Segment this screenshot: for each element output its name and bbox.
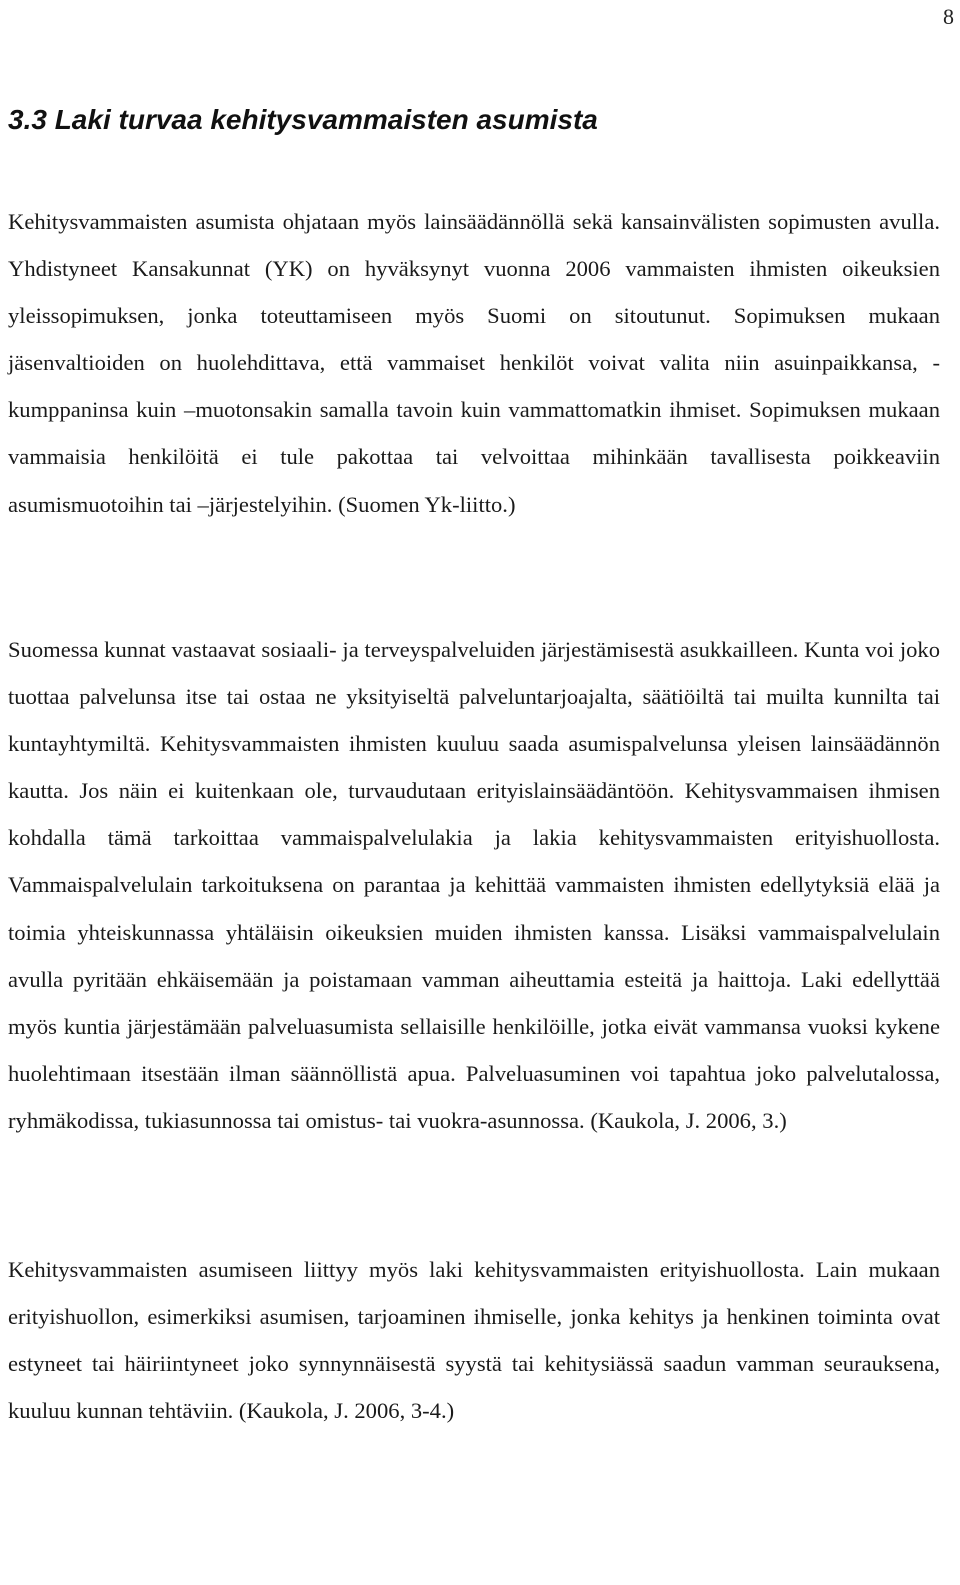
paragraph-international-agreements — [8, 198, 940, 528]
paragraph-special-care-law — [8, 1246, 940, 1434]
paragraph-text: Kehitysvammaisten asumiseen liittyy myös laki kehitysvammaisten erityishuollosta. Lain mukaan erityishuollon, esimerkiksi asumisen, tarjoaminen ihmiselle, jonka kehitys ja henkinen toiminta ovat estyneet tai häiriintyneet joko synnynnäisestä syystä tai kehitysiässä saadun vamman seurauksena, kuuluu kunnan tehtäviin. (Kaukola, J. 2006, 3-4.) — [8, 1257, 940, 1424]
page-number: 8 — [943, 4, 954, 29]
section-heading: 3.3 Laki turvaa kehitysvammaisten asumista — [8, 104, 598, 135]
paragraph-text: Kehitysvammaisten asumista ohjataan myös lainsäädännöllä sekä kansainvälisten sopimusten avulla. Yhdistyneet Kansakunnat (YK) on hyväksynyt vuonna 2006 vammaisten ihmisten oikeuksien yleissopimuksen, jonka toteuttamiseen myös Suomi on sitoutunut. Sopimuksen mukaan jäsenvaltioiden on huolehdittava, että vammaiset henkilöt voivat valita niin asuinpaikkansa, -kumppaninsa kuin –muotonsakin samalla tavoin kuin vammattomatkin ihmiset. Sopimuksen mukaan vammaisia henkilöitä ei tule pakottaa tai velvoittaa mihinkään tavallisesta poikkeaviin asumismuotoihin tai –järjestelyihin. (Suomen Yk-liitto.) — [8, 209, 940, 517]
paragraph-text: Suomessa kunnat vastaavat sosiaali- ja terveyspalveluiden järjestämisestä asukkailleen. Kunta voi joko tuottaa palvelunsa itse tai ostaa ne yksityiseltä palveluntarjoajalta, säätiöiltä tai muilta kunnilta tai kuntayhtymiltä. Kehitysvammaisten ihmisten kuuluu saada asumispalvelunsa yleisen lainsäädännön kautta. Jos näin ei kuitenkaan ole, turvaudutaan erityislainsäädäntöön. Kehitysvammaisen ihmisen kohdalla tämä tarkoittaa vammaispalvelulakia ja lakia kehitysvammaisten erityishuollosta. Vammaispalvelulain tarkoituksena on parantaa ja kehittää vammaisten ihmisten edellytyksiä elää ja toimia yhteiskunnassa yhtäläisin oikeuksien muiden ihmisten kanssa. Lisäksi vammaispalvelulain avulla pyritään ehkäisemään ja poistamaan vamman aiheuttamia esteitä ja haittoja. Laki edellyttää myös kuntia järjestämään palveluasumista sellaisille henkilöille, jotka eivät vammansa vuoksi kykene huolehtimaan itsestään ilman säännöllistä apua. Palveluasuminen voi tapahtua joko palvelutalossa, ryhmäkodissa, tukiasunnossa tai omistus- tai vuokra-asunnossa. (Kaukola, J. 2006, 3.) — [8, 637, 940, 1133]
paragraph-municipal-services — [8, 626, 940, 1144]
